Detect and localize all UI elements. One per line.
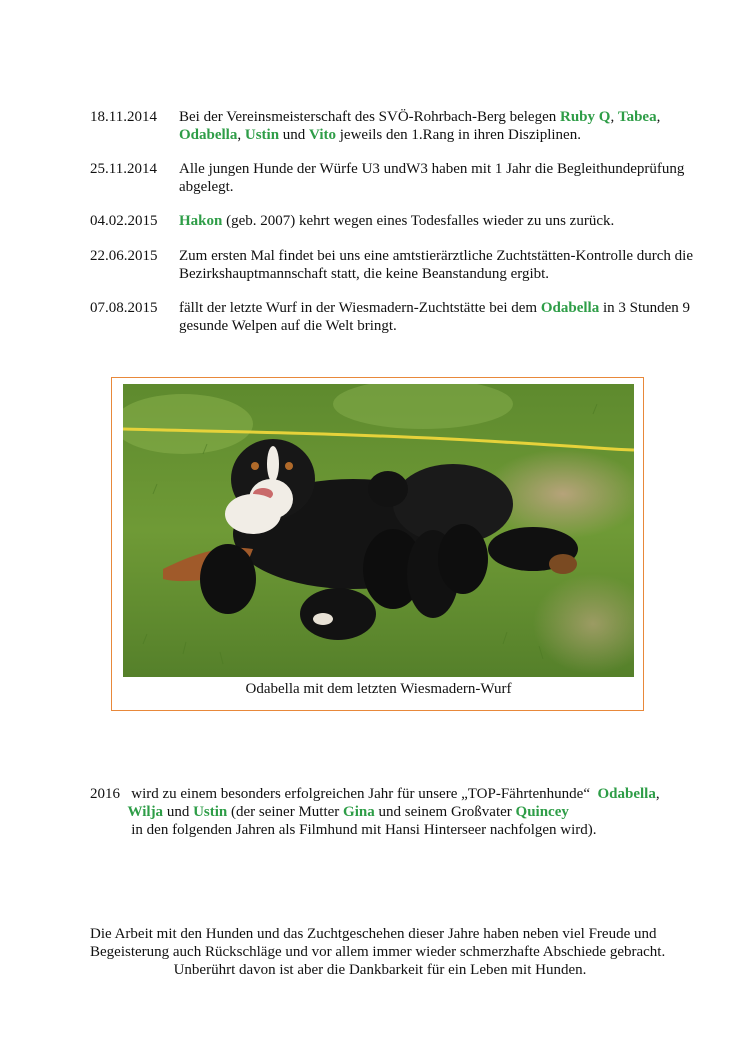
entry-date: 04.02.2015 [90,213,158,229]
entry-text-part: , [237,127,245,143]
paragraph-text-part: (der seiner Mutter [227,804,344,820]
entry-date: 25.11.2014 [90,161,157,177]
paragraph-text-part [90,804,128,820]
dog-name: Quincey [515,804,569,820]
entry-date: 18.11.2014 [90,109,157,125]
dog-name: Odabella [179,127,238,143]
photo-figure [111,377,644,711]
dog-litter-photo [123,384,634,677]
dog-name: Hakon [179,213,223,229]
paragraph-2016-line [90,785,710,803]
paragraph-text-part: und seinem Großvater [374,804,516,820]
dog-name: Gina [343,804,375,820]
paragraph-2016-line [90,803,710,821]
entry-text-part: fällt der letzte Wurf in der Wiesmadern-Zuchtstätte bei dem [179,300,541,316]
dog-name: Tabea [617,109,657,125]
entry-text-part: jeweils den 1.Rang in ihren Disziplinen. [336,127,581,143]
dog-name: Ustin [244,127,280,143]
entry-text-part: , [656,109,661,125]
dog-name: Ruby Q [560,109,611,125]
closing-line: Die Arbeit mit den Hunden und das Zuchtgeschehen dieser Jahre haben neben viel Freude und [90,926,657,942]
paragraph-text-part: in den folgenden Jahren als Filmhund mit Hansi Hinterseer nachfolgen wird). [90,822,597,838]
closing-line: Begeisterung auch Rückschläge und vor allem immer wieder schmerzhafte Abschiede gebracht. [90,944,666,960]
figure-caption: Odabella mit dem letzten Wiesmadern-Wurf [245,681,512,697]
dog-name: Vito [309,127,336,143]
paragraph-text-part: 2016 wird zu einem besonders erfolgreichen Jahr für unsere „TOP-Fährtenhunde“ [90,786,598,802]
dog-name: Odabella [540,300,600,316]
entry-text-part: Bei der Vereinsmeisterschaft des SVÖ-Rohrbach-Berg belegen [179,109,560,125]
paragraph-text-part: , [655,786,660,802]
entry-text-part: (geb. 2007) kehrt wegen eines Todesfalles wieder zu uns zurück. [222,213,615,229]
paragraph-2016-line [90,821,710,839]
entry-date: 07.08.2015 [90,300,158,316]
entry-text-part: , [610,109,618,125]
dog-name: Odabella [597,786,656,802]
closing-paragraph [90,925,690,979]
entry-text [179,212,715,230]
entry-text-part: Alle jungen Hunde der Würfe U3 undW3 haben mit 1 Jahr die Begleithundeprüfung abgelegt. [179,161,685,195]
entry-text [179,160,715,196]
dog-name: Wilja [127,804,164,820]
entry-text [179,108,715,144]
paragraph-2016 [90,785,710,839]
entry-text-part: und [279,127,310,143]
entry-text [179,247,715,283]
entry-date: 22.06.2015 [90,248,158,264]
dog-name: Ustin [193,804,228,820]
paragraph-text-part: und [163,804,194,820]
entry-text-part: Zum ersten Mal findet bei uns eine amtstierärztliche Zuchtstätten-Kontrolle durch die Bezirkshauptmannschaft statt, die keine Beanstandung ergibt. [179,248,693,282]
entry-text [179,299,715,335]
closing-line: Unberührt davon ist aber die Dankbarkeit für ein Leben mit Hunden. [173,962,587,978]
entry-text-part: in 3 Stunden 9 gesunde Welpen auf die Welt bringt. [179,300,691,334]
